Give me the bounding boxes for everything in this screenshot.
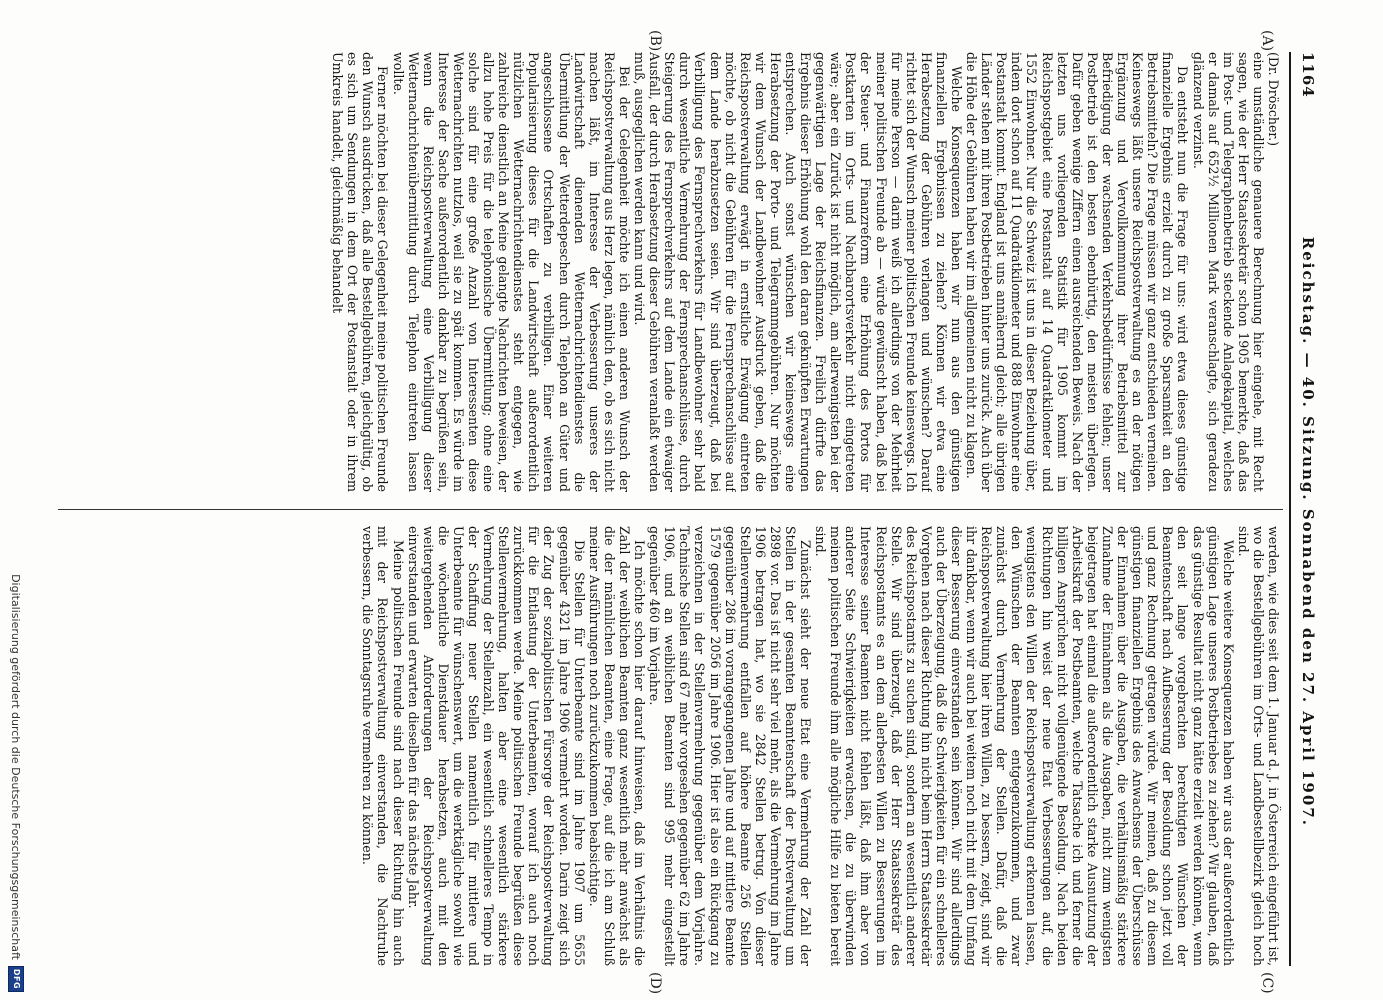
paragraph: Bei der Gelegenheit möchte ich einen anderen Wunsch der Reichspostverwaltung aus Herz legen, nämlich den, ob es sich nicht machen läßt, im Interesse der Verbesserung unseres der Landwirtschaft dienenden Wetternachrichtendienstes die Übermittlung der Wetterdepeschen durch Telephon an Güter und angeschlossene Ortschaften zu verbilligen. Einer weiteren Popularisierung dieses für die Landwirtschaft außerordentlich nützlichen Wetternachrichtendienstes steht entgegen, wie zahlreiche dienstlich an Meine gelangte Nachrichten beweisen, der allzu hohe Preis für die telephonische Übermittlung; ohne eine solche sind für eine große Anzahl von Interessenten diese Wetternachrichten nutzlos, weil sie zu spät kommen. Es würde im Interesse der Sache außerordentlich dankbar zu begrüßen sein, wenn die Reichspostverwaltung eine Verbilligung dieser Wetternachrichtenübermittlung durch Telephon eintreten lassen wollte. — [390, 52, 632, 492]
page-title: Reichstag. — 40. Sitzung. Sonnabend den 27. April 1907. — [1299, 236, 1317, 827]
column-divider — [58, 509, 1283, 510]
left-column — [61, 52, 1281, 492]
paragraph: werden, wie dies seit dem 1. Januar d. J. in Österreich eingeführt ist, wo die Bestellgebühren im Orts- und Landbestellbezirk gleich hoch sind. — [1235, 526, 1281, 966]
right-column — [61, 526, 1281, 966]
margin-marker-b: (B) — [647, 30, 663, 52]
margin-marker-a: (A) — [1259, 30, 1275, 52]
dfg-logo: DFG — [8, 966, 24, 992]
paragraph: Welche weitere Konsequenzen haben wir aus der außerordentlich günstigen Lage unseres Postbetriebes zu ziehen? Wir glauben, daß das günstige Resultat nicht ganz hätte erzielt werden können, wenn den seit lange vorgebrachten berechtigten Wünschen der Beamtenschaft nach Aufbesserung der Besoldung schon jetzt voll und ganz Rechnung getragen würde. Wir meinen, daß zu diesem günstigen finanziellen Ergebnis des Anwachsens der Überschüsse der Einnahmen über die Ausgaben, die verhältnismäßig stärkere Zunahme der Einnahmen als die Ausgaben, nicht zum wenigsten beigetragen hat einmal die außerordentlich starke Ausnutzung der Arbeitskraft der Postbeamten, welche Tatsache ich und ferner die billigen Ansprüchen nicht vollgenügende Besoldung. Nach beiden Richtungen hin weist der neue Etat Verbesserungen auf, die wenigstens den Willen der Reichspostverwaltung erkennen lassen, den Wünschen der Beamten entgegenzukommen, und zwar zunächst durch Vermehrung der Stellen. Dafür, daß die Reichspostverwaltung hier ihren Willen, zu bessern, zeigt, sind wir ihr dankbar, wenn wir auch bei weitem noch nicht mit dem Umfang dieser Besserung einverstanden sein können. Wir sind allerdings auch der Überzeugung, daß die Schwierigkeiten für ein schnelleres Vorgehen nach dieser Richtung hin nicht beim Herrn Staatssekretär des Reichspostamts zu suchen sind, sondern an wesentlich anderer Stelle. Wir sind überzeugt, daß der Herr Staatssekretär des Reichspostamts es an dem allerbesten Willen zu Besserungen im Interesse seiner Beamten nicht fehlen läßt, daß ihm aber von anderer Seite Schwierigkeiten erwachsen, die zu überwinden meinen politischen Freunde ihm alle mögliche Hilfe zu bieten bereit sind. — [813, 526, 1236, 966]
header-rule — [1289, 52, 1291, 966]
margin-marker-d: (D) — [647, 972, 663, 995]
paragraph: Die Stellen für Unterbeamte sind im Jahre 1907 um 5655 gegenüber 4321 im Jahre 1906 vermehrt worden. Darin zeigt sich der Zug der sozialpolitischen Fürsorge der Reichspostverwaltung für die Entlastung der Unterbeamten, worauf ich auch noch zurückkommen werde. Meine politischen Freunde begrüßen diese Stellenvermehrung, halten aber eine wesentlich stärkere Vermehrung der Stellenzahl, ein wesentlich schnelleres Tempo in der Schaffung neuer Stellen namentlich für mittlere und Unterbeamte für wünschenswert, um die werktägliche sowohl wie die wöchentliche Dienstdauer herabsetzen, auch mit den weitergehenden Anforderungen der Reichspostverwaltung einverstanden und erwarten dieselben für das nächste Jahr. — [405, 526, 587, 966]
page-number: 1164 — [1299, 52, 1317, 98]
paragraph: Ich möchte schon hier darauf hinweisen, daß im Verhältnis die Zahl der weiblichen Beamten ganz wesentlich mehr anwächst als die der männlichen Beamten, eine Frage, auf die ich am Schluß meiner Ausführungen noch zurückzukommen beabsichtige. — [586, 526, 648, 966]
paragraph: Meine politischen Freunde sind nach dieser Richtung hin auch mit der Reichspostverwaltung einverstanden, die Nachtruhe verbessern, die Sonntagsruhe vermehren zu können. — [360, 526, 406, 966]
paragraph: Ferner möchten bei dieser Gelegenheit meine politischen Freunde den Wunsch ausdrücken, daß alle Bestellgebühren, gleichgültig, ob es sich um Sendungen in dem Ort der Postanstalt oder in ihrem Umkreis handelt, gleichmäßig behandelt — [330, 52, 391, 492]
credit-text: Digitalisierung gefördert durch die Deutsche Forschungsgemeinschaft — [9, 574, 23, 960]
paragraph: Welche Konsequenzen haben wir nun aus den günstigen finanziellen Ergebnissen zu ziehen? Können wir etwa eine Herabsetzung der Gebühren verlangen und wünschen? Darauf richtet sich der Wunsch meiner politischen Freunde keineswegs. Ich für meine Person — darin weiß ich allerdings von der Mehrheit meiner politischen Freunde ab — würde gewünscht haben, daß bei der Steuer- und Finanzreform eine Erhöhung des Portos für Postkarten im Orts- und Nachbarortsverkehr nicht eingetreten wäre; aber ein Zurück ist nicht möglich, am allerwenigsten bei der gegenwärtigen Lage der Reichsfinanzen. Freilich dürfte das Ergebnis dieser Erhöhung wohl den daran geknüpften Erwartungen entsprechen. Auch sonst wünschen wir keineswegs eine Herabsetzung der Porto- und Telegrammgebühren. Nur möchten wir dem Wunsch der Landbewohner Ausdruck geben, daß die Reichspostverwaltung erwägt in ernstliche Erwägung eintreten möchte, ob nicht die Gebühren für die Fernsprechanschlüsse auf dem Lande herabzusetzen seien. Wir sind überzeugt, daß bei Verbilligung des Fernsprechverkehrs für Landbewohner sehr bald durch wesentliche Vermehrung der Fernsprechanschlüsse, durch Steigerung des Fernsprechverkehrs auf dem Lande ein etwaiger Ausfall, der durch Herabsetzung dieser Gebühren veranlaßt werden muß, ausgeglichen werden kann und wird. — [632, 52, 965, 492]
paragraph: eine umständliche genauere Berechnung hier eingehe, mit Recht sagen, wie der Herr Staatssekretär schon 1905 bemerkte, daß das im Post- und Telegraphenbetrieb steckende Anlagekapital, welches er damals auf 652½ Millionen Mark veranschlagte, sich geradezu glänzend verzinst. — [1190, 52, 1266, 492]
speaker-label: (Dr. Dröscher.) — [1266, 52, 1281, 146]
page-header — [1293, 52, 1317, 966]
paragraph: Zunächst sieht der neue Etat eine Vermehrung der Zahl der Stellen in der gesamten Beamtenschaft der Postverwaltung um 2898 vor. Das ist nicht sehr viel mehr, als die Vermehrung im Jahre 1906 betragen hat, wo sie 2842 Stellen betrug. Von dieser Stellenvermehrung entfallen auf höhere Beamte 256 Stellen gegenüber 286 im vorangegangenen Jahre und auf mittlere Beamte 1579 gegenüber 2056 im Jahre 1906. Hier ist also ein Rückgang zu verzeichnen in der Stellenvermehrung gegenüber dem Vorjahre. Technische Stellen sind 67 mehr vorgesehen gegenüber 62 im Jahre 1906, und an weiblichen Beamten sind 995 mehr eingestellt gegenüber 460 im Vorjahre. — [647, 526, 814, 966]
margin-marker-c: (C) — [1259, 972, 1275, 994]
paragraph: Da entsteht nun die Frage für uns: wird etwa dieses günstige finanzielle Ergebnis erzielt durch zu große Sparsamkeit an den Betriebsmitteln? Die Frage müssen wir ganz entschieden verneinen. Keineswegs läßt unsere Reichspostverwaltung es an der nötigen Ergänzung und Vervollkommnung ihrer Betriebsmittel zur Befriedigung der wachsenden Verkehrsbedürfnisse fehlen; unser Postbetrieb ist den besten ebenbürtig, den meisten überlegen. Dafür geben wenige Ziffern einen ausreichenden Beweis. Nach der letzten uns vorliegenden Statistik für 1905 kommt im Reichspostgebiet eine Postanstalt auf 14 Quadratkilometer und 1552 Einwohner. Nur die Schweiz ist uns in dieser Beziehung über, indem dort schon auf 11 Quadratkilometer und 888 Einwohner eine Postanstalt kommt. England ist uns annähernd gleich; alle übrigen Länder stehen mit ihren Postbetrieben hinter uns zurück. Auch über die Höhe der Gebühren haben wir im allgemeinen nicht zu klagen. — [964, 52, 1191, 492]
digitization-credit — [8, 12, 24, 992]
